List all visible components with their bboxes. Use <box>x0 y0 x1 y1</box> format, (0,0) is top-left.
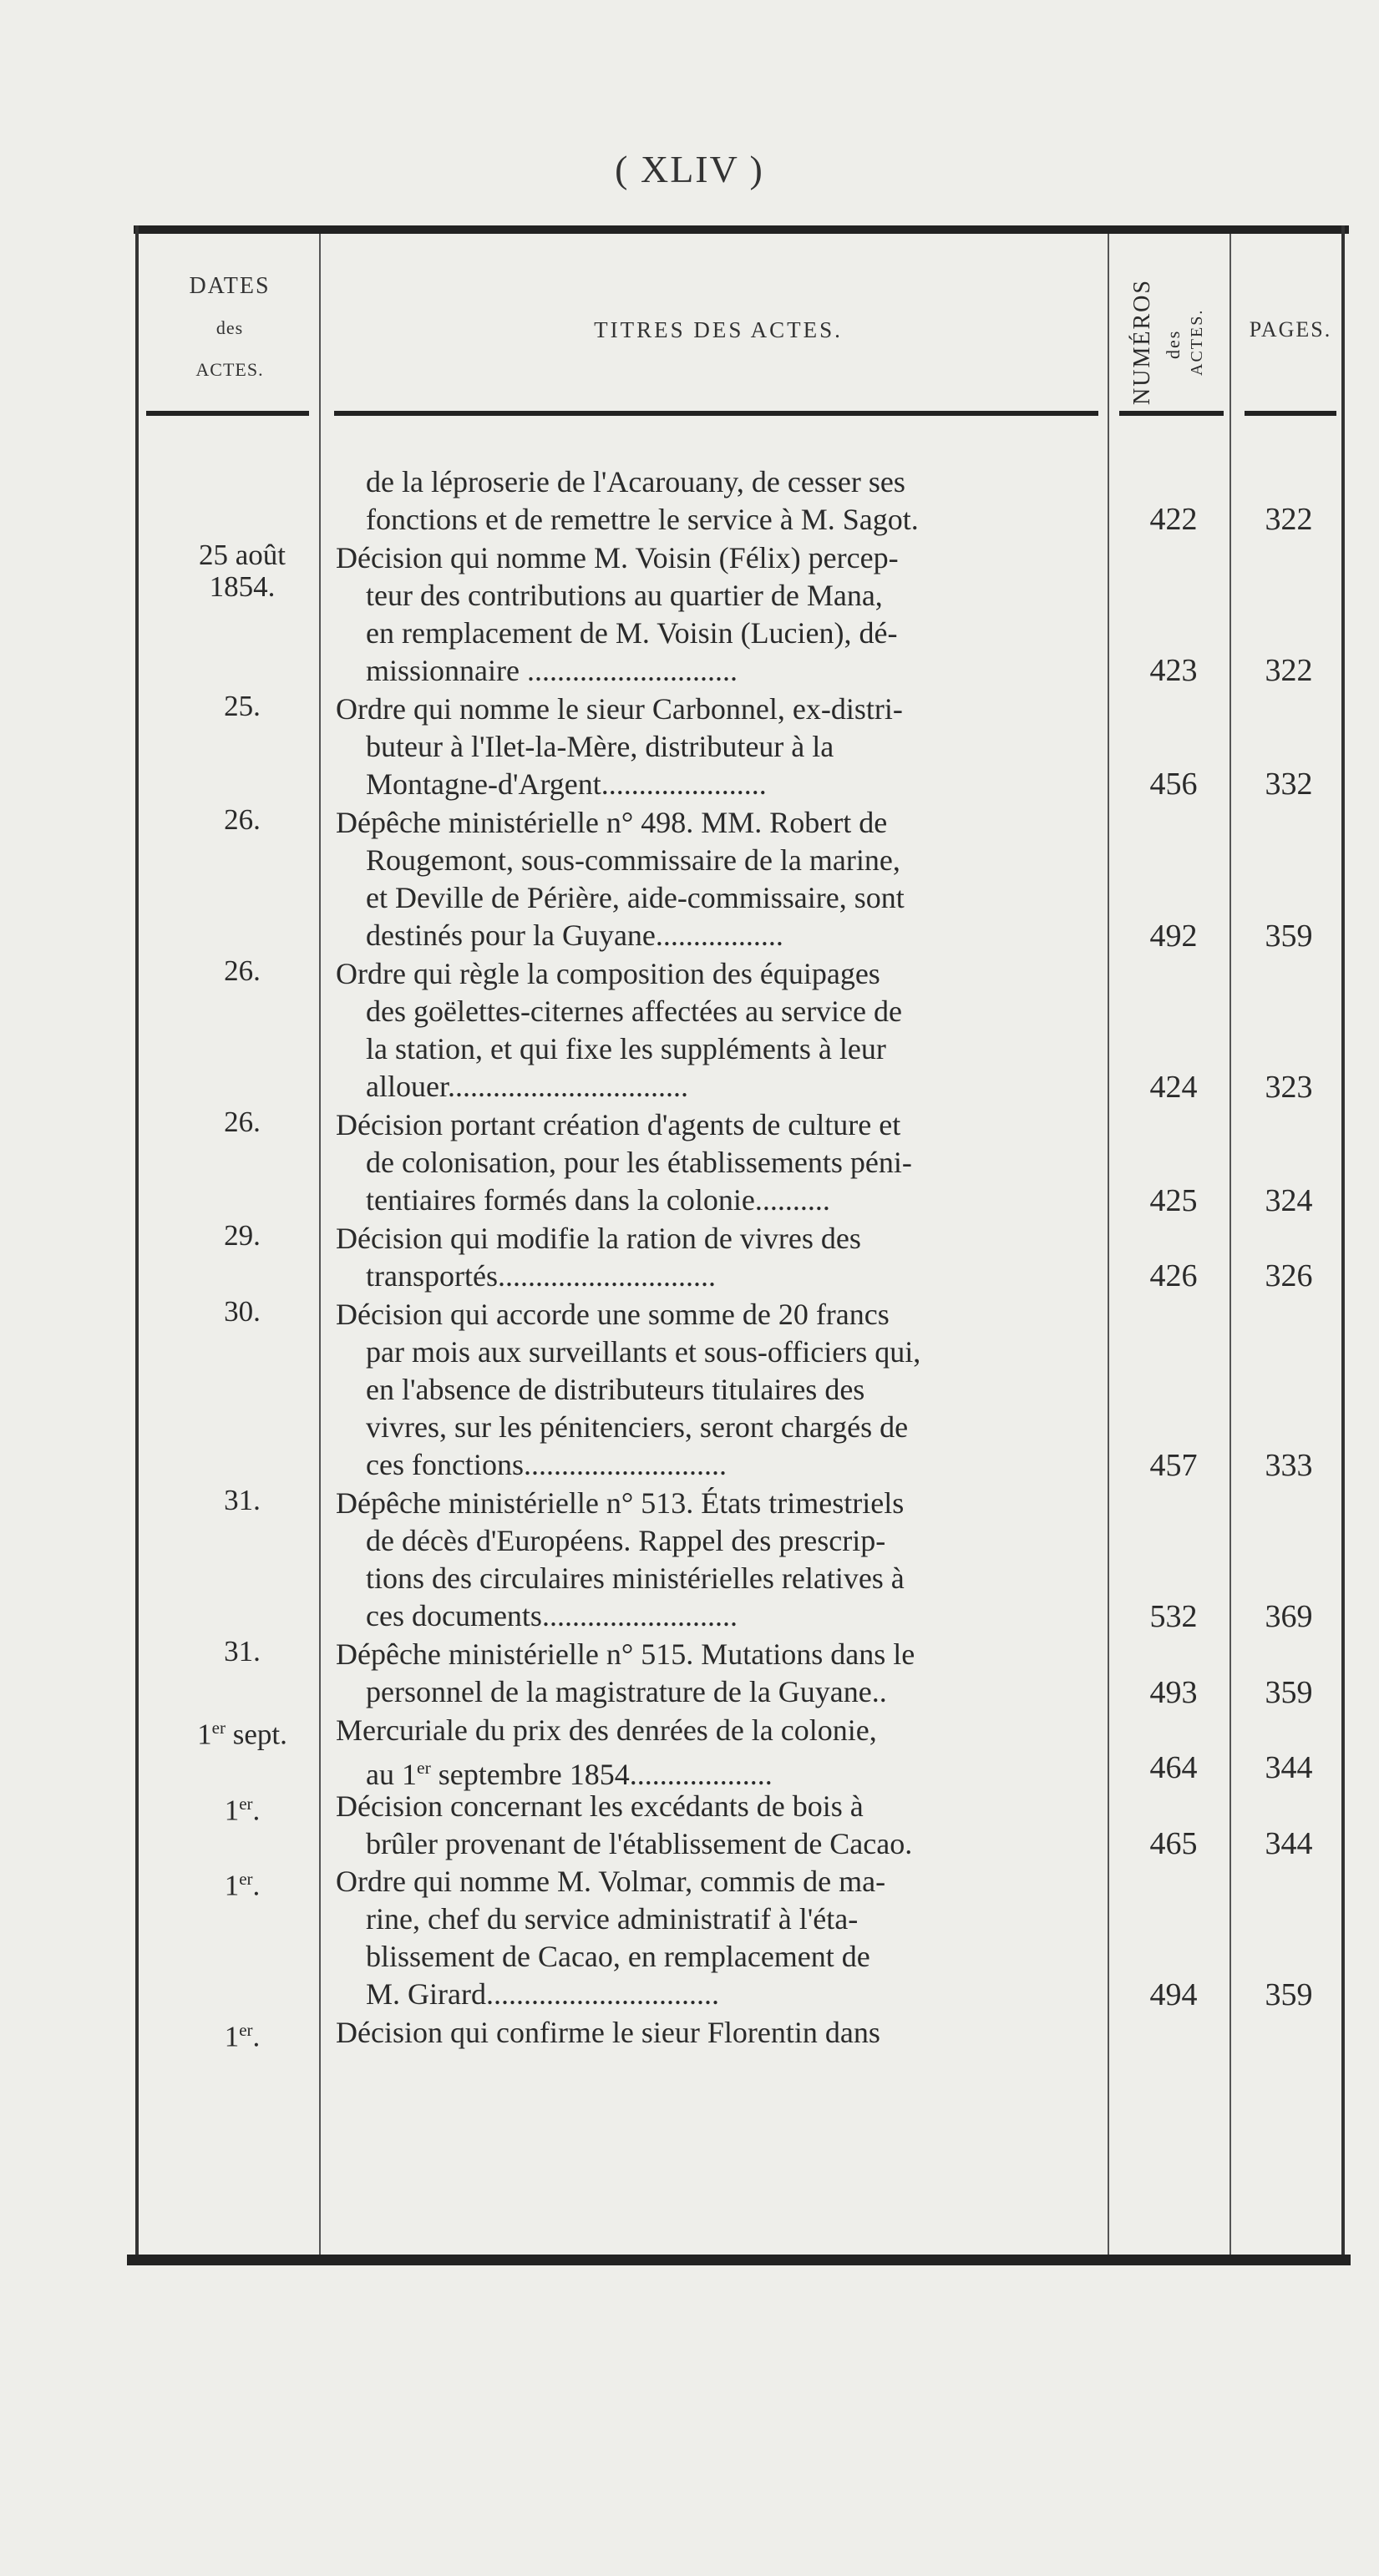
header-pages: PAGES. <box>1249 317 1332 342</box>
act-title-line: Décision qui modifie la ration de vivres des <box>336 1222 861 1255</box>
act-title-line: Décision qui nomme M. Voisin (Félix) percep- <box>336 540 899 574</box>
act-page: 359 <box>1265 1976 1313 2012</box>
act-date: 25. <box>224 689 261 722</box>
act-title <box>336 539 1104 690</box>
act-title-line: Rougemont, sous-commissaire de la marine, <box>366 843 900 877</box>
act-number: 457 <box>1149 1447 1198 1483</box>
act-title <box>336 1296 1104 1484</box>
act-date: 1er. <box>224 1869 261 1902</box>
act-title-line: en remplacement de M. Voisin (Lucien), dé- <box>366 615 898 650</box>
act-title <box>336 1788 1104 1863</box>
act-title <box>336 2014 1104 2052</box>
act-title-line: au 1er septembre 1854................... <box>366 1757 773 1791</box>
act-title-line: teur des contributions au quartier de Mana, <box>366 578 883 612</box>
act-page: 359 <box>1265 918 1313 954</box>
act-number: 492 <box>1149 918 1198 954</box>
act-title-line: Dépêche ministérielle n° 513. États trimestriels <box>336 1486 905 1521</box>
act-title-line: de la léproserie de l'Acarouany, de cesser ses <box>366 465 905 498</box>
act-title-line: rine, chef du service administratif à l'éta- <box>366 1902 859 1936</box>
act-number: 424 <box>1149 1069 1198 1105</box>
act-date: 31. <box>224 1635 261 1668</box>
act-title <box>336 1863 1104 2013</box>
act-title-line: ces documents.......................... <box>366 1599 738 1633</box>
table-bottom-rule <box>127 2255 1351 2265</box>
header-dates: DATES des ACTES. <box>189 273 271 380</box>
table-top-rule <box>134 225 1349 234</box>
act-title-line: Dépêche ministérielle n° 498. MM. Robert de <box>336 805 888 839</box>
act-date: 30. <box>224 1294 261 1328</box>
act-title <box>336 1106 1104 1219</box>
header-rule-numbers <box>1119 411 1224 416</box>
act-title-line: et Deville de Périère, aide-commissaire, sont <box>366 880 905 914</box>
act-title-line: fonctions et de remettre le service à M. Sagot. <box>366 503 919 536</box>
act-number: 422 <box>1149 502 1198 538</box>
act-date: 31. <box>224 1484 261 1517</box>
act-title-line: Mercuriale du prix des denrées de la colonie, <box>336 1713 877 1747</box>
act-title-line: Ordre qui nomme le sieur Carbonnel, ex-distri- <box>336 691 903 726</box>
act-title-line: de décès d'Européens. Rappel des prescrip- <box>366 1524 886 1558</box>
act-title <box>336 1220 1104 1295</box>
act-title-line: Ordre qui règle la composition des équipages <box>336 956 880 990</box>
act-title <box>336 1485 1104 1635</box>
act-title-line: M. Girard............................... <box>366 1977 719 2012</box>
act-title-line: par mois aux surveillants et sous-officiers qui, <box>366 1334 921 1369</box>
act-page: 344 <box>1265 1750 1313 1786</box>
act-date: 29. <box>224 1219 261 1252</box>
act-title-line: vivres, sur les pénitenciers, seront chargés de <box>366 1409 909 1444</box>
header-titles: TITRES DES ACTES. <box>594 317 843 342</box>
act-title <box>336 1712 1104 1794</box>
act-title-line: en l'absence de distributeurs titulaires des <box>366 1372 865 1406</box>
act-page: 322 <box>1265 653 1313 689</box>
act-title-line: Décision portant création d'agents de culture et <box>336 1108 901 1142</box>
act-title-line: missionnaire ............................ <box>366 653 738 687</box>
act-title-line: Décision qui confirme le sieur Florentin dans <box>336 2016 880 2050</box>
page-number: ( XLIV ) <box>615 148 764 190</box>
header-rule-dates <box>146 411 309 416</box>
act-page: 369 <box>1265 1598 1313 1634</box>
table-left-border <box>135 225 139 2263</box>
act-title-line: ces fonctions........................... <box>366 1447 727 1481</box>
act-date: 26. <box>224 954 261 987</box>
act-title-line: tentiaires formés dans la colonie.......... <box>366 1183 830 1217</box>
act-title <box>336 463 1104 539</box>
act-number: 426 <box>1149 1258 1198 1294</box>
act-page: 322 <box>1265 502 1313 538</box>
act-number: 456 <box>1149 767 1198 802</box>
act-date: 25 août 1854. <box>198 538 286 603</box>
act-number: 532 <box>1149 1598 1198 1634</box>
act-page: 333 <box>1265 1447 1313 1483</box>
act-page: 324 <box>1265 1182 1313 1218</box>
header-numbers: NUMÉROS des ACTES. <box>1129 279 1206 405</box>
column-divider-numbers <box>1229 234 1231 2256</box>
act-title-line: Décision qui accorde une somme de 20 francs <box>336 1297 890 1331</box>
header-rule-titles <box>334 411 1098 416</box>
act-number: 465 <box>1149 1825 1198 1861</box>
act-date: 26. <box>224 802 261 836</box>
act-date: 26. <box>224 1106 261 1139</box>
act-title-line: Montagne-d'Argent...................... <box>366 767 767 801</box>
act-date: 1er sept. <box>197 1717 287 1751</box>
act-page: 344 <box>1265 1825 1313 1861</box>
act-title-line: blissement de Cacao, en remplacement de <box>366 1940 870 1974</box>
act-title <box>336 804 1104 954</box>
act-title-line: allouer................................ <box>366 1069 688 1103</box>
act-title <box>336 955 1104 1106</box>
act-title-line: la station, et qui fixe les suppléments à leur <box>366 1031 886 1065</box>
act-title <box>336 691 1104 803</box>
act-number: 464 <box>1149 1750 1198 1786</box>
act-page: 359 <box>1265 1674 1313 1710</box>
act-title-line: des goëlettes-citernes affectées au service de <box>366 994 902 1028</box>
act-title-line: tions des circulaires ministérielles relatives à <box>366 1561 905 1596</box>
act-date: 1er. <box>224 2020 261 2053</box>
header-rule-pages <box>1245 411 1336 416</box>
act-number: 493 <box>1149 1674 1198 1710</box>
act-title-line: Ordre qui nomme M. Volmar, commis de ma- <box>336 1865 886 1899</box>
act-title-line: destinés pour la Guyane................. <box>366 918 783 952</box>
act-title-line: transportés............................. <box>366 1259 716 1293</box>
act-number: 425 <box>1149 1182 1198 1218</box>
act-title-line: de colonisation, pour les établissements péni- <box>366 1146 912 1180</box>
act-page: 323 <box>1265 1069 1313 1105</box>
act-date: 1er. <box>224 1793 261 1827</box>
act-title-line: buteur à l'Ilet-la-Mère, distributeur à la <box>366 729 834 763</box>
act-title-line: Décision concernant les excédants de bois à <box>336 1789 864 1823</box>
act-page: 332 <box>1265 767 1313 802</box>
act-title-line: brûler provenant de l'établissement de Cacao. <box>366 1826 913 1860</box>
act-title-line: Dépêche ministérielle n° 515. Mutations dans le <box>336 1637 915 1672</box>
act-number: 423 <box>1149 653 1198 689</box>
act-page: 326 <box>1265 1258 1313 1294</box>
column-divider-titles <box>1108 234 1109 2256</box>
act-number: 494 <box>1149 1976 1198 2012</box>
act-title <box>336 1636 1104 1711</box>
act-title-line: personnel de la magistrature de la Guyane.. <box>366 1675 887 1709</box>
